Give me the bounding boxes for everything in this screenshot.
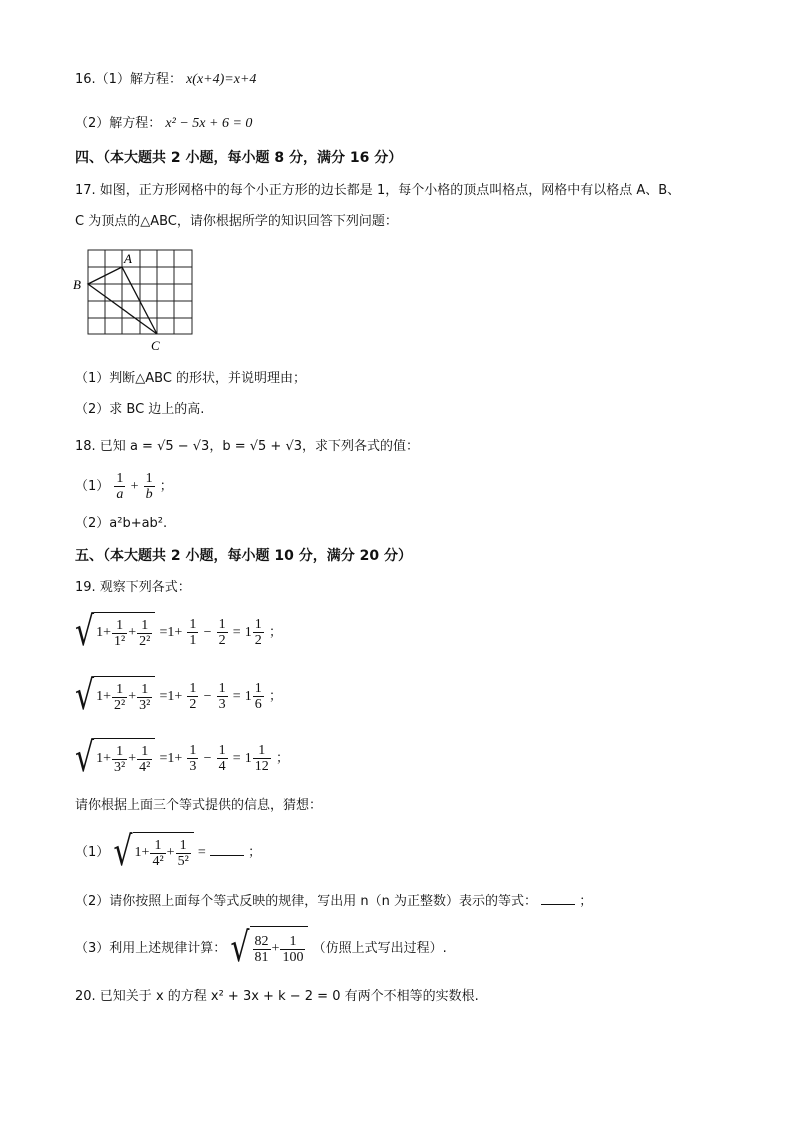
answer-blank-1[interactable] [210,841,244,856]
q18-part1: （1） $\frac{1}{a}$ + $\frac{1}{b}$ ； [75,471,173,502]
q18-part2: （2）a²b+ab². [75,516,168,531]
q17-stem-line2: C 为顶点的△ABC，请你根据所学的知识回答下列问题： [75,214,398,229]
q18-stem: 18. 已知 a = √5 − √3，b = √5 + √3，求下列各式的值： [75,439,420,454]
label-a: A [124,251,132,266]
q19-part1: （1） √ 1+ $\frac{1}{\text{4²}}$ + $\frac{1}{\text{5²}}$ = ； [75,828,262,876]
q18-part1-label: （1） [75,479,110,494]
q16-part2 [75,114,252,134]
q19-part2: （2）请你按照上面每个等式反映的规律，写出用 n（n 为正整数）表示的等式： ； [75,890,592,912]
q17-grid-figure [70,244,200,354]
q16-part2-label: （2）解方程： [75,116,162,131]
label-c: C [151,338,160,353]
label-b: B [73,277,81,292]
q19-guess: 请你根据上面三个等式提供的信息，猜想： [75,798,323,813]
answer-blank-2[interactable] [541,890,575,905]
q19-part3: （3）利用上述规律计算： √ $\frac{82}{81}$ + $\frac{1}{100}$ （仿照上式写出过程）. [75,924,447,972]
q16-part2-equation: x² − 5x + 6 = 0 [165,116,253,131]
q19-equation-3: √ 1+ $\frac{1}{\text{3²}}$ + $\frac{1}{\text{4²}}$ =1+ $\frac{1}{3}$ − $\frac{1}{4}$ = 1 $\frac{1}{12}$ ； [75,734,289,782]
section-4-title: 四、（本大题共 2 小题，每小题 8 分，满分 16 分） [75,150,403,166]
q19-equation-2: √ 1+ $\frac{1}{\text{2²}}$ + $\frac{1}{\text{3²}}$ =1+ $\frac{1}{2}$ − $\frac{1}{3}$ = 1 $\frac{1}{6}$ ； [75,672,282,720]
q17-part2: （2）求 BC 边上的高. [75,402,205,417]
q20-stem: 20. 已知关于 x 的方程 x² + 3x + k − 2 = 0 有两个不相等的实数根. [75,989,479,1004]
q16-part1 [75,70,256,90]
q16-part1-equation: x(x+4)=x+4 [186,72,257,87]
q19-equation-1: √ 1+ $\frac{1}{\text{1²}}$ + $\frac{1}{\text{2²}}$ =1+ $\frac{1}{1}$ − $\frac{1}{2}$ = 1 $\frac{1}{2}$ ； [75,608,282,656]
q17-stem-line1: 17. 如图，正方形网格中的每个小正方形的边长都是 1，每个小格的顶点叫格点，网格中有以格点 A、B、 [75,183,681,198]
fraction-1-over-a: $\frac{1}{a}$ [116,471,124,502]
q17-part1: （1）判断△ABC 的形状，并说明理由； [75,371,307,386]
q16-part1-label: 16.（1）解方程： [75,72,182,87]
q19-stem: 19. 观察下列各式： [75,580,191,595]
fraction-1-over-b: $\frac{1}{b}$ [145,471,153,502]
section-5-title: 五、（本大题共 2 小题，每小题 10 分，满分 20 分） [75,548,412,564]
